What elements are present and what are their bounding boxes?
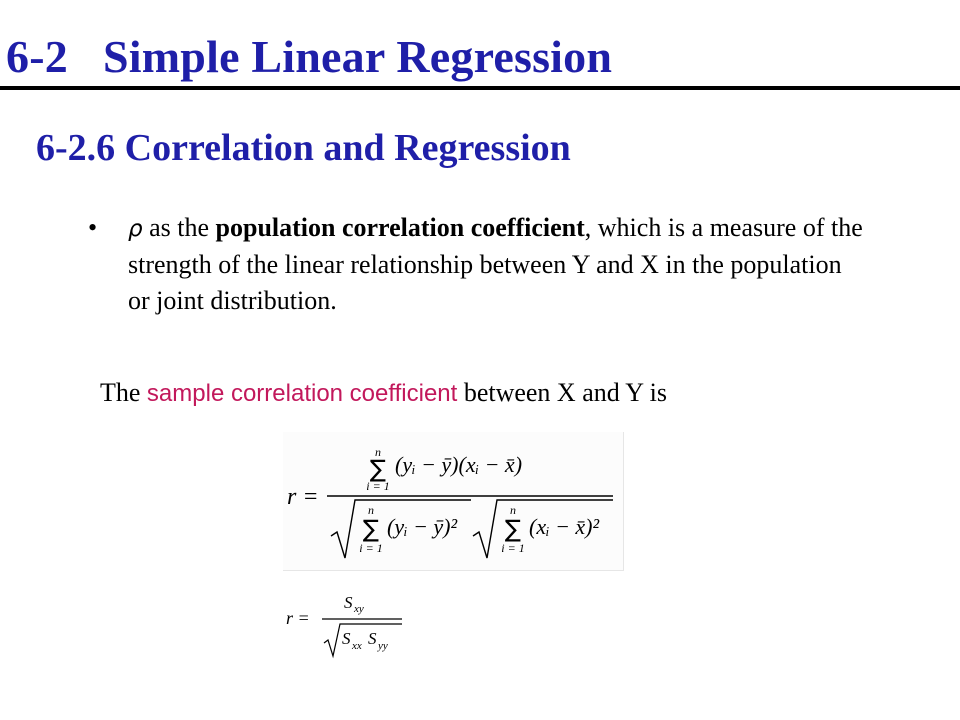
slide-title: 6-2 Simple Linear Regression <box>6 31 613 82</box>
short-numerator: S <box>344 593 353 612</box>
short-numerator-sub: xy <box>354 603 364 615</box>
denominator-left-term: (yᵢ − ȳ)² <box>387 514 458 539</box>
short-denominator-sub1: xx <box>352 640 362 652</box>
sum-upper-limit: n <box>375 445 381 459</box>
sum-sign: ∑ <box>362 515 380 543</box>
highlighted-term: sample correlation coefficient <box>146 380 458 407</box>
sum-lower-limit: i = 1 <box>366 479 390 493</box>
sum-upper-limit: n <box>368 503 374 517</box>
formula-full-svg <box>283 432 623 570</box>
sum-sign: ∑ <box>504 515 522 543</box>
short-formula-lhs: r = <box>286 608 310 628</box>
sum-sign: ∑ <box>369 455 387 483</box>
numerator-terms: (yᵢ − ȳ)(xᵢ − x̄) <box>395 452 523 477</box>
sample-statement <box>100 378 667 408</box>
correlation-formula-full <box>283 432 624 571</box>
bullet-text-before: as the <box>142 213 216 242</box>
sum-lower-limit: i = 1 <box>501 541 525 555</box>
short-denominator-sub2: yy <box>378 640 388 652</box>
correlation-formula-short <box>284 588 410 660</box>
formula-lhs: r = <box>287 484 319 510</box>
denominator-right-term: (xᵢ − x̄)² <box>529 514 600 539</box>
sample-suffix: between X and Y is <box>457 378 667 407</box>
sample-prefix: The <box>100 378 147 407</box>
short-denominator-s1: S <box>342 629 351 648</box>
bullet-text <box>128 210 868 319</box>
sum-upper-limit: n <box>510 503 516 517</box>
bold-term: population correlation coefficient <box>215 213 585 242</box>
short-denominator-s2: S <box>368 629 377 648</box>
sum-lower-limit: i = 1 <box>359 541 383 555</box>
short-sqrt <box>324 624 402 656</box>
formula-short-svg <box>284 588 410 660</box>
rho-symbol: ρ <box>128 216 143 242</box>
bullet-marker: • <box>88 213 98 242</box>
bullet-text-after: , which is a measure of the strength of the linear relationship between Y and X in the population or joint distribution. <box>128 213 863 315</box>
title-underline <box>0 86 960 90</box>
section-subtitle: 6-2.6 Correlation and Regression <box>36 127 571 169</box>
